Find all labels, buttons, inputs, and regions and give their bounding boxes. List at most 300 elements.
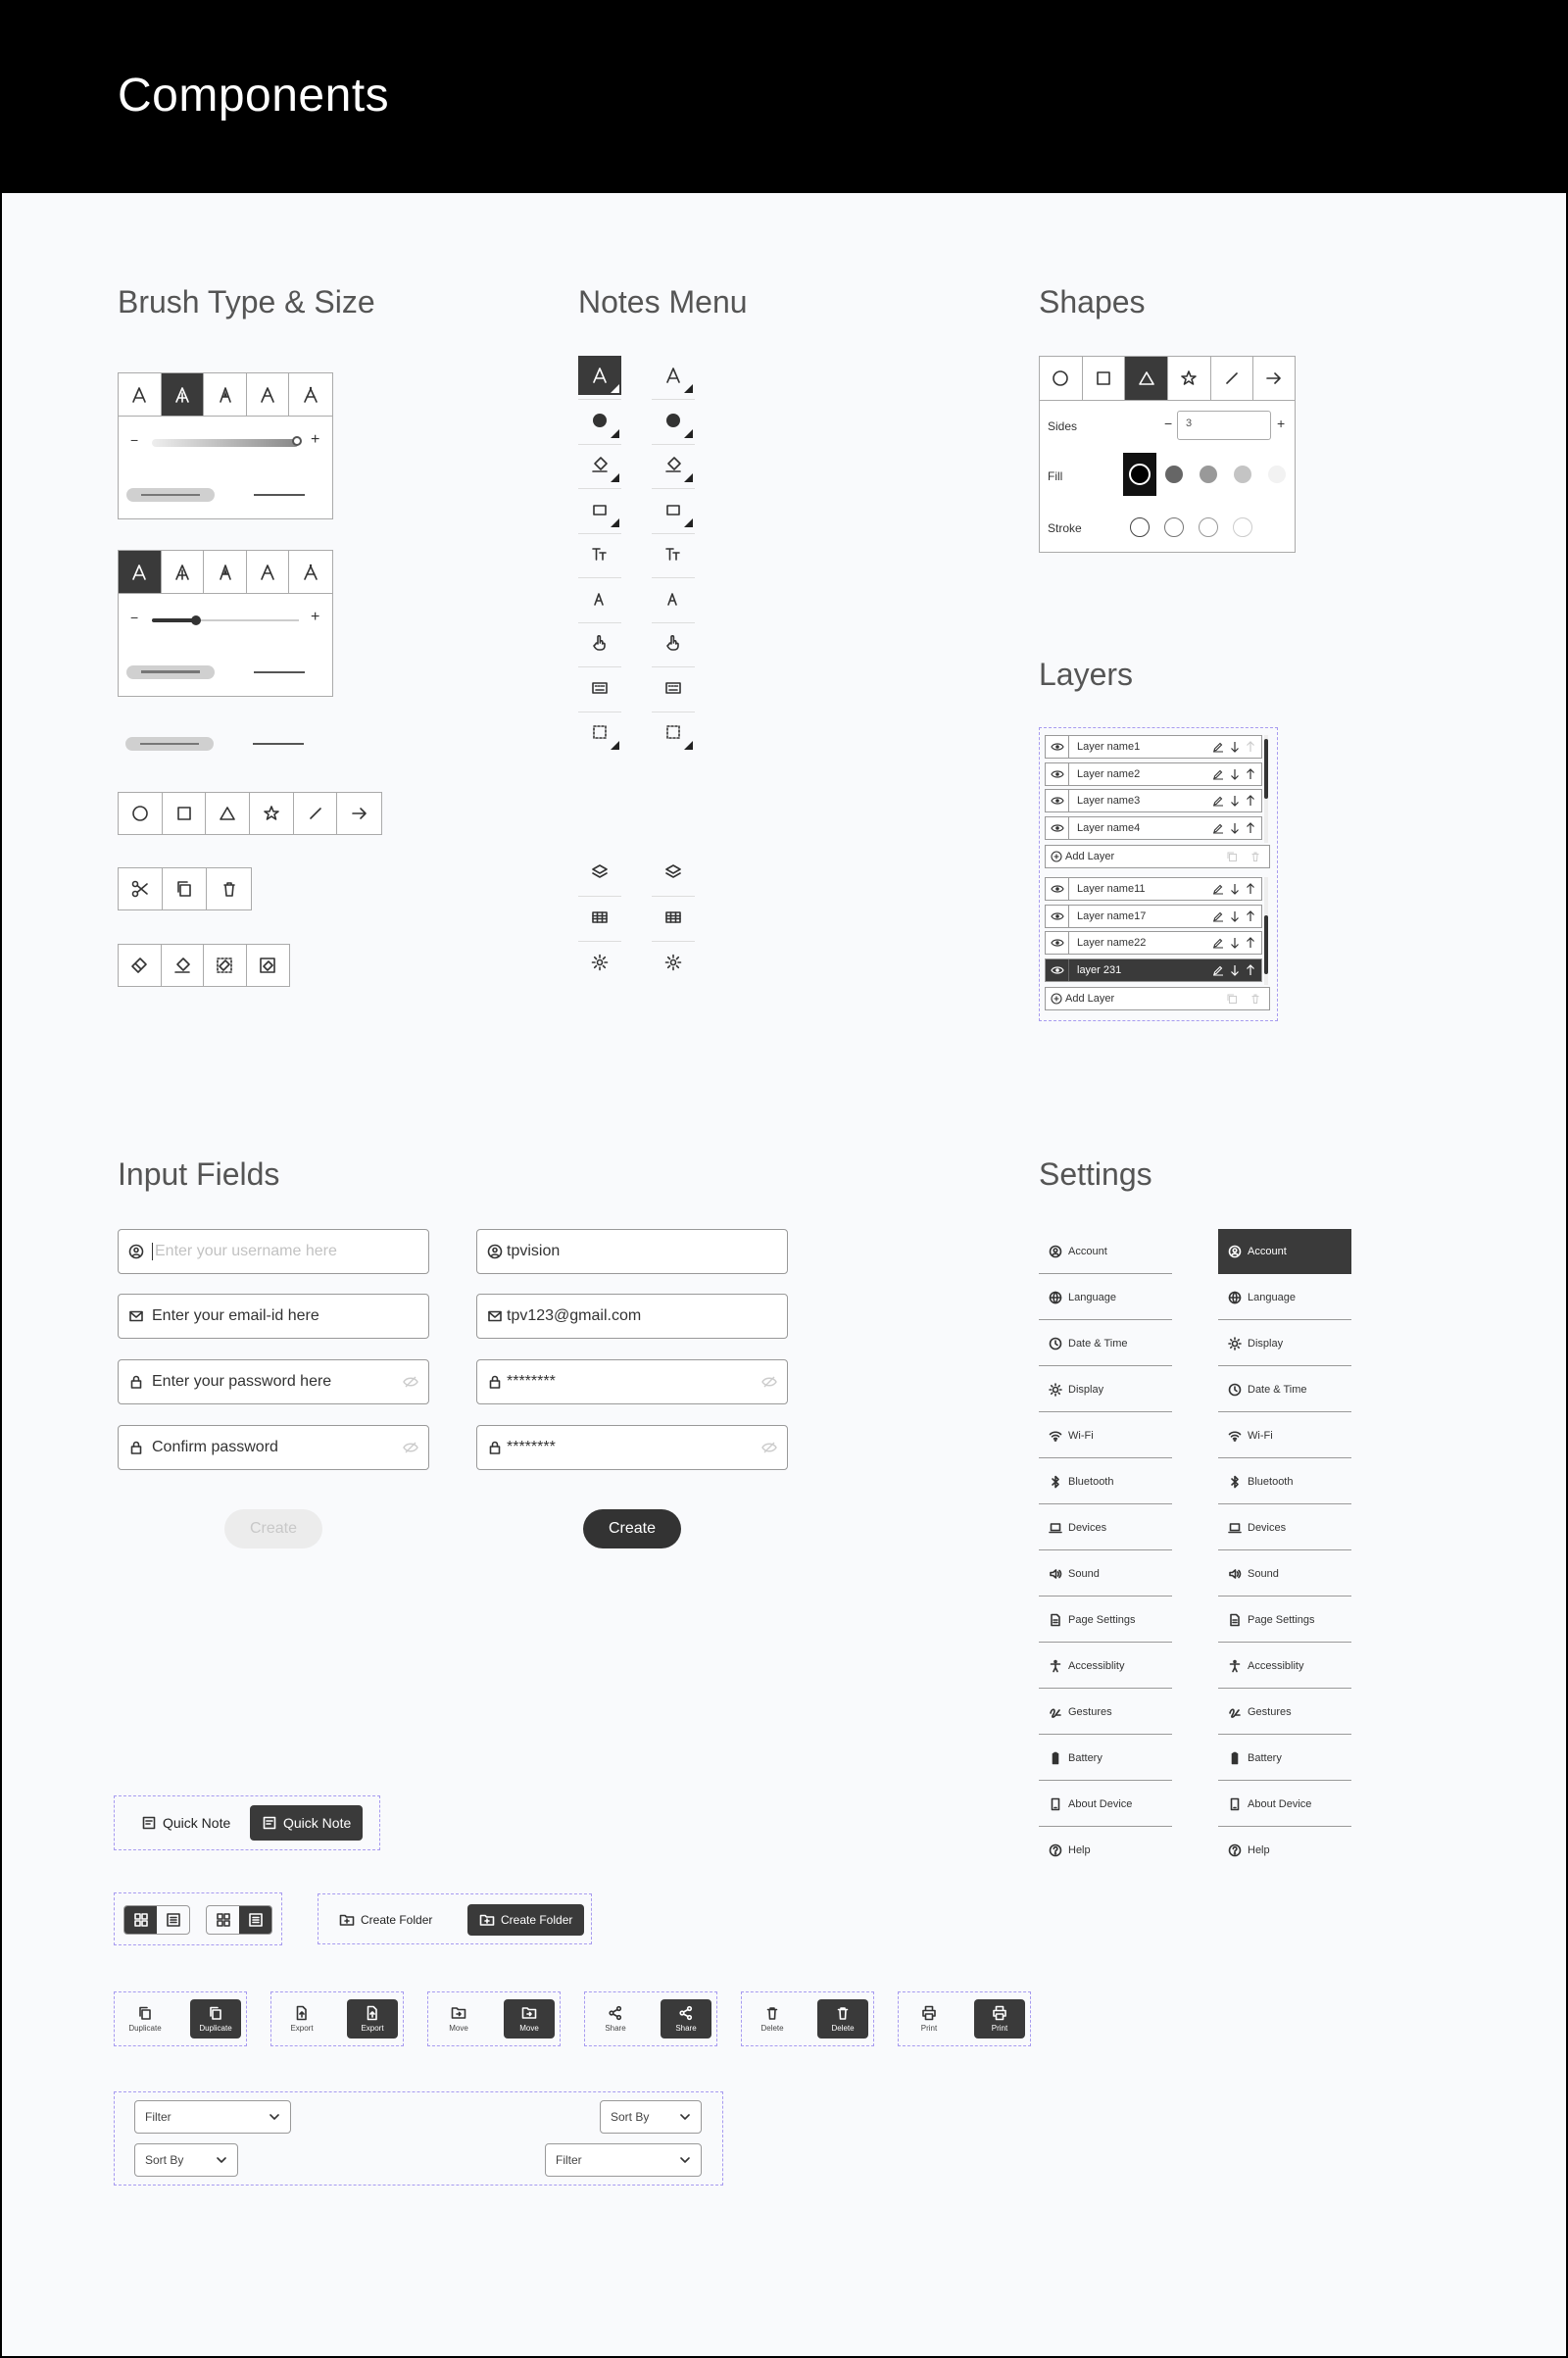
email-input[interactable]	[118, 1294, 429, 1339]
confirm-password-input[interactable]	[118, 1425, 429, 1470]
username-input[interactable]	[118, 1229, 429, 1274]
eraser-stroke-icon[interactable]	[162, 945, 205, 986]
stroke-preview-line	[254, 671, 305, 673]
trash-icon[interactable]	[1250, 993, 1261, 1005]
layer-row[interactable]	[1045, 762, 1262, 786]
rename-pencil-icon[interactable]	[1212, 883, 1224, 895]
grid-view-icon[interactable]	[207, 1906, 239, 1934]
arrow-icon[interactable]	[1253, 357, 1295, 400]
password-input[interactable]	[118, 1359, 429, 1404]
eye-icon[interactable]	[1046, 763, 1069, 785]
layer-row[interactable]	[1045, 958, 1262, 982]
duplicate-button[interactable]	[120, 1999, 171, 2039]
brush-pen-icon[interactable]	[119, 551, 162, 593]
size-slider-track[interactable]	[152, 439, 299, 447]
eye-icon[interactable]	[1046, 906, 1069, 927]
share-label: Share	[675, 2024, 697, 2033]
brush-pencil-icon[interactable]	[162, 373, 205, 416]
settings-item-label: About Device	[1068, 1797, 1133, 1810]
sun-icon	[1228, 1337, 1242, 1351]
settings-item-label: Devices	[1068, 1521, 1107, 1534]
clock-icon	[1049, 1337, 1062, 1351]
page-title: Components	[118, 70, 390, 122]
line-icon[interactable]	[294, 793, 338, 834]
notes-grid-icon[interactable]	[652, 898, 695, 937]
eraser-area-icon[interactable]	[204, 945, 247, 986]
email-placeholder: Enter your email-id here	[152, 1307, 319, 1324]
shape-type-row	[1039, 356, 1296, 401]
fill-label: Fill	[1048, 469, 1063, 483]
settings-item-accessibility[interactable]	[1218, 1644, 1351, 1689]
notes-text-icon[interactable]	[578, 534, 621, 573]
section-title-inputs: Input Fields	[118, 1156, 280, 1192]
rename-pencil-icon[interactable]	[1212, 822, 1224, 834]
move-up-icon[interactable]	[1246, 768, 1255, 780]
create-folder-button-active[interactable]	[467, 1904, 584, 1936]
delete-button[interactable]	[747, 1999, 798, 2039]
brush-calligraphy-icon[interactable]	[247, 373, 290, 416]
stroke-swatch[interactable]	[1233, 517, 1252, 537]
folder-plus-icon	[339, 1913, 355, 1927]
notes-pen-icon[interactable]	[578, 356, 621, 395]
layers-scrollbar[interactable]	[1264, 877, 1268, 985]
move-up-icon[interactable]	[1246, 883, 1255, 895]
print-icon	[921, 2005, 937, 2021]
create-button-disabled[interactable]: Create	[224, 1509, 322, 1548]
print-label: Print	[991, 2024, 1008, 2033]
notes-selection-icon[interactable]	[652, 712, 695, 752]
layer-row[interactable]	[1045, 816, 1262, 840]
export-button[interactable]	[276, 1999, 327, 2039]
rename-pencil-icon[interactable]	[1212, 910, 1224, 922]
move-label: Move	[519, 2024, 539, 2033]
stroke-swatch[interactable]	[1164, 517, 1184, 537]
layer-name: Layer name4	[1077, 821, 1141, 834]
move-down-icon[interactable]	[1230, 910, 1240, 922]
size-minus-button[interactable]: −	[130, 432, 139, 448]
notes-grid-icon[interactable]	[578, 898, 621, 937]
lock-icon	[487, 1374, 503, 1390]
notes-rectangle-icon[interactable]	[652, 490, 695, 529]
layer-name: Layer name1	[1077, 741, 1141, 753]
star-icon[interactable]	[1168, 357, 1211, 400]
grid-icon	[663, 908, 683, 927]
notes-color-dot-icon[interactable]	[652, 401, 695, 440]
eye-icon[interactable]	[1046, 878, 1069, 900]
notes-layers-icon[interactable]	[652, 853, 695, 892]
settings-item-help[interactable]	[1218, 1828, 1351, 1873]
sort-by-dropdown[interactable]	[134, 2143, 238, 2177]
move-up-icon[interactable]	[1246, 795, 1255, 807]
settings-item-speaker[interactable]	[1218, 1551, 1351, 1597]
quick-note-button[interactable]	[129, 1805, 242, 1841]
settings-item-label: Wi-Fi	[1068, 1429, 1094, 1442]
view-toggle-list	[206, 1905, 272, 1935]
sides-input[interactable]: 3	[1177, 411, 1271, 440]
mail-icon	[128, 1308, 144, 1324]
brush-shape-toolbar	[118, 792, 382, 835]
folder-plus-icon	[479, 1913, 495, 1927]
chevron-down-icon	[216, 2156, 227, 2164]
add-layer-row[interactable]	[1045, 987, 1270, 1010]
trash-icon[interactable]	[207, 868, 251, 909]
notes-rectangle-icon[interactable]	[578, 490, 621, 529]
move-down-icon[interactable]	[1230, 964, 1240, 976]
filter-label: Filter	[556, 2153, 582, 2167]
text-style-icon	[663, 589, 683, 609]
duplicate-icon[interactable]	[1226, 851, 1238, 862]
wifi-icon	[1228, 1429, 1242, 1443]
brush-calligraphy-icon[interactable]	[247, 551, 290, 593]
user-icon	[128, 1244, 144, 1259]
layer-row[interactable]	[1045, 735, 1262, 759]
size-slider-handle[interactable]	[191, 615, 201, 625]
move-button-active[interactable]	[504, 1999, 555, 2039]
rename-pencil-icon[interactable]	[1212, 964, 1224, 976]
stroke-swatch[interactable]	[1130, 517, 1150, 537]
create-folder-button[interactable]	[327, 1904, 444, 1936]
move-down-icon[interactable]	[1230, 883, 1240, 895]
circle-icon[interactable]	[119, 793, 163, 834]
move-up-icon[interactable]	[1246, 964, 1255, 976]
export-label: Export	[361, 2024, 384, 2033]
settings-item-accessibility[interactable]	[1039, 1644, 1172, 1689]
delete-label: Delete	[831, 2024, 855, 2033]
notes-eraser-icon[interactable]	[652, 445, 695, 484]
menu-separator	[578, 896, 621, 897]
triangle-icon[interactable]	[206, 793, 250, 834]
add-layer-row[interactable]	[1045, 845, 1270, 868]
settings-item-laptop[interactable]	[1039, 1505, 1172, 1550]
rename-pencil-icon[interactable]	[1212, 768, 1224, 780]
settings-item-page[interactable]	[1039, 1597, 1172, 1643]
size-plus-button[interactable]: +	[311, 431, 320, 448]
email-value: tpv123@gmail.com	[507, 1307, 642, 1324]
wifi-icon	[1049, 1429, 1062, 1443]
size-slider-handle[interactable]	[292, 436, 302, 446]
notes-eraser-icon[interactable]	[578, 445, 621, 484]
accessibility-icon	[1228, 1659, 1242, 1673]
stroke-swatch[interactable]	[1199, 517, 1218, 537]
username-input-filled[interactable]	[476, 1229, 788, 1274]
settings-item-speaker[interactable]	[1039, 1551, 1172, 1597]
notes-selection-icon[interactable]	[578, 712, 621, 752]
lock-icon	[487, 1440, 503, 1455]
export-icon	[294, 2005, 310, 2021]
password-input-filled[interactable]	[476, 1359, 788, 1404]
settings-item-label: Sound	[1068, 1567, 1100, 1580]
move-down-icon[interactable]	[1230, 795, 1240, 807]
notes-keyboard-icon[interactable]	[652, 668, 695, 708]
notes-keyboard-icon[interactable]	[578, 668, 621, 708]
list-view-icon[interactable]	[239, 1906, 271, 1934]
arrow-icon[interactable]	[337, 793, 381, 834]
duplicate-label: Duplicate	[128, 2024, 162, 2033]
export-label: Export	[290, 2024, 314, 2033]
layers-icon	[663, 862, 683, 882]
notes-settings-icon[interactable]	[652, 943, 695, 982]
stroke-preview-pill	[125, 737, 214, 751]
duplicate-button-active[interactable]	[190, 1999, 241, 2039]
eye-off-icon[interactable]	[761, 1375, 777, 1389]
phone-icon	[1228, 1797, 1242, 1811]
notes-text-style-icon[interactable]	[578, 579, 621, 618]
square-icon[interactable]	[163, 793, 207, 834]
page-icon	[1049, 1613, 1062, 1627]
fill-swatch[interactable]	[1200, 466, 1217, 483]
layers-scrollbar[interactable]	[1264, 735, 1268, 843]
notes-layers-icon[interactable]	[578, 853, 621, 892]
settings-item-bluetooth[interactable]	[1039, 1459, 1172, 1504]
eraser-icon[interactable]	[119, 945, 162, 986]
settings-item-label: Language	[1068, 1291, 1116, 1303]
move-up-icon[interactable]	[1246, 910, 1255, 922]
rename-pencil-icon[interactable]	[1212, 937, 1224, 949]
quick-note-button-active[interactable]	[250, 1805, 363, 1841]
layer-name: Layer name17	[1077, 909, 1147, 922]
brush-pen-icon[interactable]	[119, 373, 162, 416]
laptop-icon	[1228, 1521, 1242, 1535]
eye-icon[interactable]	[1046, 736, 1069, 758]
speaker-icon	[1228, 1567, 1242, 1581]
circle-icon[interactable]	[1040, 357, 1083, 400]
settings-item-label: Gestures	[1248, 1705, 1292, 1718]
settings-item-battery[interactable]	[1218, 1736, 1351, 1781]
size-plus-button[interactable]: +	[311, 609, 320, 625]
size-minus-button[interactable]: −	[130, 610, 139, 625]
settings-item-label: Sound	[1248, 1567, 1279, 1580]
pen-icon	[590, 366, 610, 385]
add-layer-label: Add Layer	[1065, 993, 1115, 1005]
grid-view-icon[interactable]	[124, 1906, 157, 1934]
section-title-brush: Brush Type & Size	[118, 284, 375, 319]
settings-item-phone[interactable]	[1039, 1782, 1172, 1827]
move-down-icon[interactable]	[1230, 768, 1240, 780]
notes-hand-icon[interactable]	[652, 623, 695, 663]
move-up-icon[interactable]	[1246, 937, 1255, 949]
move-button[interactable]	[433, 1999, 484, 2039]
confirm-placeholder: Confirm password	[152, 1439, 278, 1455]
move-down-icon[interactable]	[1230, 741, 1240, 753]
eraser-image-icon[interactable]	[247, 945, 289, 986]
scrollbar-thumb[interactable]	[1264, 915, 1268, 975]
shapes-panel	[1039, 356, 1296, 553]
layer-row[interactable]	[1045, 905, 1262, 928]
text-icon	[663, 544, 683, 564]
layer-name: Layer name22	[1077, 937, 1147, 949]
notes-hand-icon[interactable]	[578, 623, 621, 663]
sides-minus-button[interactable]: −	[1164, 416, 1173, 431]
filter-dropdown[interactable]	[545, 2143, 702, 2177]
settings-item-phone[interactable]	[1218, 1782, 1351, 1827]
notes-text-icon[interactable]	[652, 534, 695, 573]
sort-by-label: Sort By	[145, 2153, 184, 2167]
settings-item-label: Display	[1068, 1383, 1104, 1396]
list-view-icon[interactable]	[157, 1906, 189, 1934]
section-title-shapes: Shapes	[1039, 284, 1146, 319]
eye-icon[interactable]	[1046, 959, 1069, 981]
share-icon	[608, 2005, 623, 2021]
line-icon[interactable]	[1211, 357, 1254, 400]
menu-separator	[652, 896, 695, 897]
laptop-icon	[1049, 1521, 1062, 1535]
scissors-icon[interactable]	[119, 868, 163, 909]
settings-item-sun[interactable]	[1039, 1367, 1172, 1412]
move-up-icon[interactable]	[1246, 822, 1255, 834]
layer-row[interactable]	[1045, 877, 1262, 901]
square-icon[interactable]	[1083, 357, 1126, 400]
brush-highlighter-icon[interactable]	[289, 551, 332, 593]
print-button-active[interactable]	[974, 1999, 1025, 2039]
settings-item-gesture[interactable]	[1039, 1690, 1172, 1735]
notes-pen-icon[interactable]	[652, 356, 695, 395]
settings-item-label: Accessiblity	[1248, 1659, 1304, 1672]
notes-settings-icon[interactable]	[578, 943, 621, 982]
rename-pencil-icon[interactable]	[1212, 741, 1224, 753]
eye-off-icon[interactable]	[761, 1441, 777, 1454]
add-circle-icon	[1051, 993, 1062, 1005]
settings-item-clock[interactable]	[1039, 1321, 1172, 1366]
color-dot-icon	[590, 411, 610, 430]
confirm-password-input-filled[interactable]	[476, 1425, 788, 1470]
settings-item-label: Date & Time	[1248, 1383, 1307, 1396]
create-button[interactable]: Create	[583, 1509, 681, 1548]
share-button[interactable]	[590, 1999, 641, 2039]
eraser-icon	[663, 455, 683, 474]
mail-icon	[487, 1308, 503, 1324]
layer-row[interactable]	[1045, 789, 1262, 812]
keyboard-icon	[590, 678, 610, 698]
settings-item-bluetooth[interactable]	[1218, 1459, 1351, 1504]
settings-item-label: Account	[1068, 1245, 1107, 1257]
stroke-preview-line	[254, 494, 305, 496]
user-icon	[1228, 1245, 1242, 1258]
eraser-toolbar	[118, 944, 290, 987]
settings-item-label: Wi-Fi	[1248, 1429, 1273, 1442]
triangle-icon[interactable]	[1125, 357, 1168, 400]
settings-item-battery[interactable]	[1039, 1736, 1172, 1781]
settings-item-gesture[interactable]	[1218, 1690, 1351, 1735]
share-button-active[interactable]	[661, 1999, 711, 2039]
move-down-icon[interactable]	[1230, 822, 1240, 834]
settings-item-wifi[interactable]	[1039, 1413, 1172, 1458]
email-input-filled[interactable]	[476, 1294, 788, 1339]
pen-icon	[663, 366, 683, 385]
fill-swatch[interactable]	[1234, 466, 1251, 483]
notes-color-dot-icon[interactable]	[578, 401, 621, 440]
note-icon	[141, 1815, 157, 1831]
color-dot-icon	[663, 411, 683, 430]
settings-item-help[interactable]	[1039, 1828, 1172, 1873]
eye-icon[interactable]	[1046, 790, 1069, 811]
settings-item-user[interactable]	[1039, 1229, 1172, 1274]
brush-highlighter-icon[interactable]	[289, 373, 332, 416]
settings-item-label: Date & Time	[1068, 1337, 1128, 1350]
eye-icon[interactable]	[1046, 817, 1069, 839]
settings-item-globe[interactable]	[1218, 1275, 1351, 1320]
fill-swatch-selected[interactable]	[1123, 453, 1156, 496]
star-icon[interactable]	[250, 793, 294, 834]
trash-icon[interactable]	[1250, 851, 1261, 862]
accessibility-icon	[1049, 1659, 1062, 1673]
layer-row[interactable]	[1045, 931, 1262, 955]
selection-icon	[663, 722, 683, 742]
stroke-preview-line	[253, 743, 304, 745]
user-icon	[487, 1244, 503, 1259]
add-circle-icon	[1051, 851, 1062, 862]
scrollbar-thumb[interactable]	[1264, 739, 1268, 799]
settings-item-label: Devices	[1248, 1521, 1287, 1534]
brush-panel-2	[118, 550, 333, 697]
brush-marker-icon[interactable]	[204, 373, 247, 416]
settings-item-sun[interactable]	[1218, 1321, 1351, 1366]
sun-icon	[1049, 1383, 1062, 1397]
copy-icon[interactable]	[163, 868, 207, 909]
move-up-icon[interactable]	[1246, 741, 1255, 753]
filter-dropdown[interactable]	[134, 2100, 291, 2134]
size-slider-fill	[152, 618, 196, 622]
notes-text-style-icon[interactable]	[652, 579, 695, 618]
menu-separator	[652, 941, 695, 942]
layers-icon	[590, 862, 610, 882]
confirm-value: ********	[507, 1439, 556, 1455]
sort-by-dropdown[interactable]	[600, 2100, 702, 2134]
fill-swatch[interactable]	[1268, 466, 1286, 483]
settings-item-label: Bluetooth	[1248, 1475, 1294, 1488]
export-icon	[365, 2005, 380, 2021]
print-label: Print	[920, 2024, 938, 2033]
settings-item-page[interactable]	[1218, 1597, 1351, 1643]
fill-swatch[interactable]	[1165, 466, 1183, 483]
move-down-icon[interactable]	[1230, 937, 1240, 949]
brush-pencil-icon[interactable]	[162, 551, 205, 593]
help-icon	[1228, 1843, 1242, 1857]
settings-item-laptop[interactable]	[1218, 1505, 1351, 1550]
settings-item-label: Bluetooth	[1068, 1475, 1114, 1488]
rename-pencil-icon[interactable]	[1212, 795, 1224, 807]
eye-off-icon[interactable]	[403, 1375, 418, 1389]
create-folder-label: Create Folder	[361, 1913, 433, 1927]
create-folder-label: Create Folder	[501, 1913, 573, 1927]
bluetooth-icon	[1228, 1475, 1242, 1489]
move-icon	[521, 2005, 537, 2021]
phone-icon	[1049, 1797, 1062, 1811]
settings-item-clock[interactable]	[1218, 1367, 1351, 1412]
eye-icon[interactable]	[1046, 932, 1069, 954]
settings-item-label: Help	[1248, 1844, 1270, 1856]
page-header	[0, 0, 1568, 193]
settings-item-user[interactable]	[1218, 1229, 1351, 1274]
delete-button-active[interactable]	[817, 1999, 868, 2039]
settings-item-label: Account	[1248, 1245, 1287, 1257]
stroke-preview-pill	[126, 665, 215, 679]
gesture-icon	[1049, 1705, 1062, 1719]
duplicate-icon[interactable]	[1226, 993, 1238, 1005]
sides-label: Sides	[1048, 419, 1078, 433]
note-icon	[262, 1815, 277, 1831]
brush-marker-icon[interactable]	[204, 551, 247, 593]
export-button-active[interactable]	[347, 1999, 398, 2039]
quick-note-label: Quick Note	[283, 1815, 352, 1831]
section-title-layers: Layers	[1039, 657, 1134, 692]
sides-plus-button[interactable]: +	[1277, 416, 1286, 431]
settings-item-globe[interactable]	[1039, 1275, 1172, 1320]
settings-item-wifi[interactable]	[1218, 1413, 1351, 1458]
view-toggle-grid	[123, 1905, 190, 1935]
eye-off-icon[interactable]	[403, 1441, 418, 1454]
share-icon	[678, 2005, 694, 2021]
print-button[interactable]	[904, 1999, 955, 2039]
